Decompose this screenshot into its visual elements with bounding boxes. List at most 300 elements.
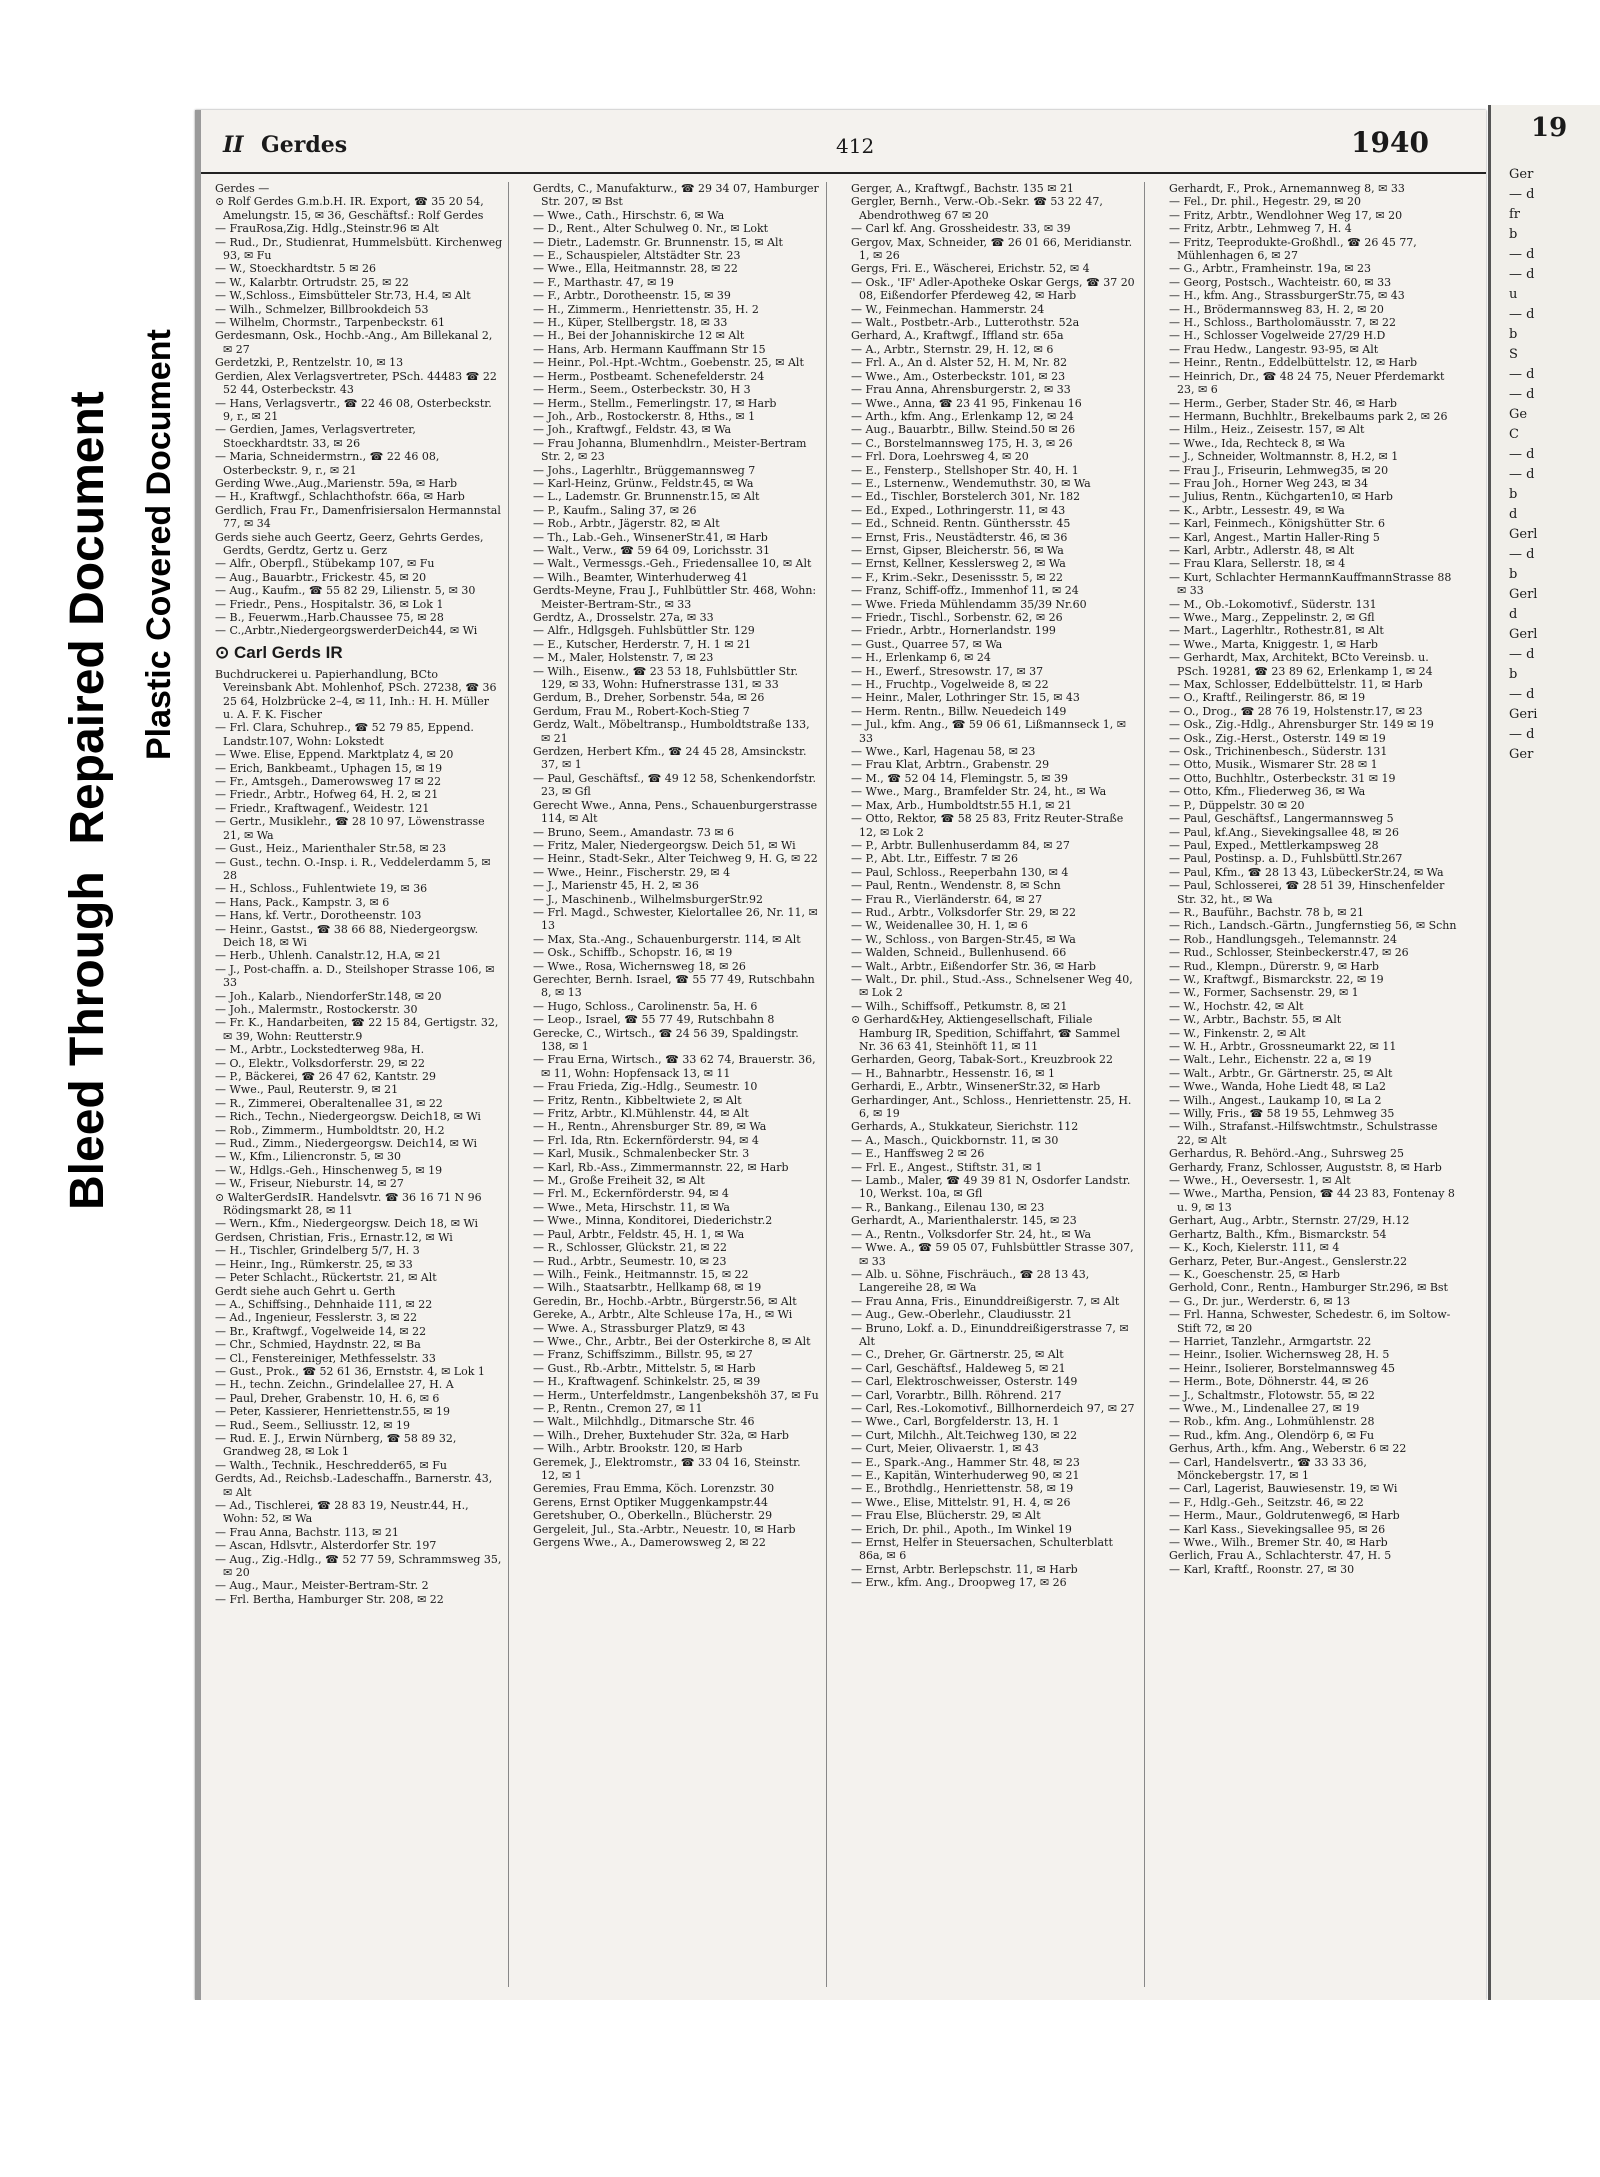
directory-entry: — Wwe., Elise, Mittelstr. 91, H. 4, ✉ 26 [851, 1495, 1071, 1509]
directory-entry: Geremies, Frau Emma, Köch. Lorenzstr. 30 [533, 1482, 775, 1496]
directory-entry: ⊙ WalterGerdsIR. Handelsvtr. ☎ 36 16 71 N 96 Rödingsmarkt 28, ✉ 11 [215, 1190, 482, 1218]
directory-entry: Gergens Wwe., A., Damerowsweg 2, ✉ 22 [533, 1536, 766, 1550]
directory-entry: — Wwe., H., Oeversestr. 1, ✉ Alt [1169, 1174, 1351, 1188]
directory-entry: Geredin, Br., Hochb.-Arbtr., Bürgerstr.56, ✉ Alt [533, 1294, 797, 1308]
directory-entry: — Wwe., Wanda, Hohe Liedt 48, ✉ La2 [1169, 1080, 1386, 1094]
directory-entry: — Karl, Angest., Martin Haller-Ring 5 [1169, 530, 1380, 544]
directory-entry: Gerhardt, F., Prok., Arnemannweg 8, ✉ 33 [1169, 182, 1405, 195]
directory-entry: — W., Former, Sachsenstr. 29, ✉ 1 [1169, 986, 1359, 1000]
adjacent-fragment: Ge [1509, 407, 1528, 422]
directory-entry: — G., Arbtr., Framheinstr. 19a, ✉ 23 [1169, 262, 1372, 276]
directory-entry: — Wwe. A., ☎ 59 05 07, Fuhlsbüttler Strasse 307, ✉ 33 [851, 1241, 1134, 1268]
directory-entry: Gergeleit, Jul., Sta.-Arbtr., Neuestr. 10, ✉ Harb [533, 1522, 796, 1536]
directory-entry: — Osk., 'IF' Adler-Apotheke Oskar Gergs, ☎ 37 20 08, Eißendorfer Pferdeweg 42, ✉ Harb [851, 275, 1135, 303]
directory-entry: — W.,Schloss., Eimsbütteler Str.73, H.4, ✉ Alt [215, 289, 471, 303]
directory-entry: — Kurt, Schlachter HermannKauffmannStrasse 88 ✉ 33 [1169, 570, 1452, 598]
directory-entry: — W., Feinmechan. Hammerstr. 24 [851, 302, 1045, 316]
directory-entry: — Gerhardt, Max, Architekt, BCto Vereinsb. u. PSch. 19281, ☎ 23 89 62, Erlenkamp 1, ✉ 24 [1169, 651, 1433, 678]
directory-entry: — Chr., Schmied, Haydnstr. 22, ✉ Ba [215, 1338, 421, 1352]
directory-entry: — Otto, Musik., Wismarer Str. 28 ✉ 1 [1169, 758, 1378, 772]
adjacent-fragment: Ger [1509, 747, 1534, 762]
header-section: II [223, 132, 244, 158]
directory-entry: — H., Kraftwgf., Schlachthofstr. 66a, ✉ Harb [215, 490, 465, 504]
directory-entry: — Cl., Fenstereiniger, Methfesselstr. 33 [215, 1351, 436, 1365]
directory-entry: — P., Düppelstr. 30 ✉ 20 [1169, 798, 1305, 812]
column-1 [209, 182, 509, 1987]
directory-entry: — Paul, kf.Ang., Sievekingsallee 48, ✉ 26 [1169, 825, 1400, 839]
directory-columns [209, 182, 1479, 1987]
directory-entry: — Wwe., Karl, Hagenau 58, ✉ 23 [851, 745, 1036, 759]
directory-entry: — Otto, Buchhltr., Osterbeckstr. 31 ✉ 19 [1169, 771, 1396, 785]
directory-entry: — Fritz, Arbtr., Kl.Mühlenstr. 44, ✉ Alt [533, 1107, 749, 1121]
directory-entry: — W., Hochstr. 42, ✉ Alt [1169, 999, 1304, 1013]
directory-entry: — Rud., Dr., Studienrat, Hummelsbütt. Kirchenweg 93, ✉ Fu [215, 235, 503, 263]
directory-entry: — Frl. Magd., Schwester, Kielortallee 26, Nr. 11, ✉ 13 [533, 905, 818, 933]
adjacent-fragment: — d [1509, 307, 1535, 322]
directory-entry: — Herm., Postbeamt. Schenefelderstr. 24 [533, 369, 765, 383]
directory-entry: — Friedr., Tischl., Sorbenstr. 62, ✉ 26 [851, 611, 1063, 624]
directory-entry: — Frau Klara, Sellerstr. 18, ✉ 4 [1169, 557, 1346, 571]
directory-entry: — Alb. u. Söhne, Fischräuch., ☎ 28 13 43, Langereihe 28, ✉ Wa [851, 1267, 1090, 1295]
directory-entry: — Wern., Kfm., Niedergeorgsw. Deich 18, ✉ Wi [215, 1217, 479, 1231]
directory-entry: — Otto, Kfm., Fliederweg 36, ✉ Wa [1169, 785, 1366, 799]
directory-entry: — Wwe., Cath., Hirschstr. 6, ✉ Wa [533, 208, 725, 222]
directory-entry: — Karl, Rb.-Ass., Zimmermannstr. 22, ✉ Harb [533, 1160, 789, 1174]
directory-entry: ⊙ Rolf Gerdes G.m.b.H. IR. Export, ☎ 35 20 54, Amelungstr. 15, ✉ 36, Geschäftsf.: Rolf Gerdes [215, 195, 484, 222]
adjacent-fragment: b [1509, 327, 1518, 342]
directory-entry: — Heinr., Isolier. Wichernsweg 28, H. 5 [1169, 1348, 1390, 1362]
directory-entry: — Wilh., Schmelzer, Billbrookdeich 53 [215, 302, 429, 316]
directory-entry: ⊙ Gerhard&Hey, Aktiengesellschaft, Filiale Hamburg IR, Spedition, Schiffahrt, ☎ Sammel Nr. 36 63 41, Steinhöft 11, ✉ 11 [851, 1013, 1121, 1053]
directory-entry: — Walt., Arbtr., Gr. Gärtnerstr. 25, ✉ Alt [1169, 1066, 1393, 1080]
directory-entry: — J., Schneider, Woltmannstr. 8, H.2, ✉ 1 [1169, 450, 1399, 464]
directory-entry: — Alfr., Hdlgsgeh. Fuhlsbüttler Str. 129 [533, 624, 755, 638]
directory-entry: — E., Schauspieler, Altstädter Str. 23 [533, 249, 741, 263]
directory-entry: — R., Schlosser, Glückstr. 21, ✉ 22 [533, 1241, 728, 1255]
directory-entry: Gerhus, Arth., kfm. Ang., Weberstr. 6 ✉ 22 [1169, 1442, 1407, 1456]
directory-entry: Gerdes — [215, 182, 270, 195]
directory-entry: — A., Arbtr., Sternstr. 29, H. 12, ✉ 6 [851, 342, 1054, 356]
directory-entry: — Ad., Ingenieur, Fesslerstr. 3, ✉ 22 [215, 1311, 418, 1325]
directory-entry: — Hans, Pack., Kampstr. 3, ✉ 6 [215, 895, 390, 909]
adjacent-fragment: Gerl [1509, 627, 1538, 642]
directory-entry: Gerdts-Meyne, Frau J., Fuhlbüttler Str. 468, Wohn: Meister-Bertram-Str., ✉ 33 [533, 584, 817, 611]
directory-entry: — Osk., Trichinenbesch., Süderstr. 131 [1169, 745, 1388, 759]
directory-entry: — F., Arbtr., Dorotheenstr. 15, ✉ 39 [533, 289, 731, 303]
directory-entry: — H., kfm. Ang., StrassburgerStr.75, ✉ 43 [1169, 289, 1405, 303]
directory-entry: — Joh., Kraftwgf., Feldstr. 43, ✉ Wa [533, 423, 732, 437]
directory-entry: — Wwe., Carl, Borgfelderstr. 13, H. 1 [851, 1415, 1060, 1429]
directory-entry: — Frl. A., An d. Alster 52, H. M, Nr. 82 [851, 356, 1068, 370]
directory-entry: Geremek, J., Elektromstr., ☎ 33 04 16, Steinstr. 12, ✉ 1 [533, 1455, 801, 1482]
directory-entry: — W., Arbtr., Bachstr. 55, ✉ Alt [1169, 1013, 1342, 1027]
directory-entry: — Gerdien, James, Verlagsvertreter, Stoeckhardtstr. 33, ✉ 26 [215, 423, 416, 450]
directory-entry: Gerdt siehe auch Gehrt u. Gerth [215, 1284, 396, 1298]
directory-entry: — Harriet, Tanzlehr., Armgartstr. 22 [1169, 1334, 1372, 1348]
directory-entry: — W., Finkenstr. 2, ✉ Alt [1169, 1026, 1306, 1040]
directory-entry: — H., Tischler, Grindelberg 5/7, H. 3 [215, 1244, 420, 1258]
directory-entry: Gerger, A., Kraftwgf., Bachstr. 135 ✉ 21 [851, 182, 1074, 195]
directory-entry: — Heinr., Maler, Lothringer Str. 15, ✉ 43 [851, 691, 1080, 705]
directory-entry: Gerdzen, Herbert Kfm., ☎ 24 45 28, Amsinckstr. 37, ✉ 1 [533, 745, 807, 772]
directory-entry: ⊙ Carl Gerds IR [215, 642, 343, 662]
directory-entry: — Ascan, Hdlsvtr., Alsterdorfer Str. 197 [215, 1539, 437, 1553]
directory-entry: — Fel., Dr. phil., Hegestr. 29, ✉ 20 [1169, 195, 1362, 209]
directory-entry: — Ernst, Gipser, Bleicherstr. 56, ✉ Wa [851, 543, 1064, 557]
directory-entry: — Fr. K., Handarbeiten, ☎ 22 15 84, Gertigstr. 32, ✉ 39, Wohn: Reutterstr.9 [215, 1016, 499, 1043]
directory-entry: — Rob., kfm. Ang., Lohmühlenstr. 28 [1169, 1415, 1375, 1429]
directory-entry: Gergov, Max, Schneider, ☎ 26 01 66, Meridianstr. 1, ✉ 26 [851, 235, 1133, 263]
directory-entry: — Max, Schlosser, Eddelbüttelstr. 11, ✉ Harb [1169, 678, 1423, 692]
directory-entry: — Wilh., Feink., Heitmannstr. 15, ✉ 22 [533, 1267, 749, 1281]
directory-entry: — Wwe., Ella, Heitmannstr. 28, ✉ 22 [533, 262, 738, 276]
directory-entry: — H., techn. Zeichn., Grindelallee 27, H. A [215, 1378, 454, 1392]
directory-entry: — Frau Erna, Wirtsch., ☎ 33 62 74, Brauerstr. 36, ✉ 11, Wohn: Hopfensack 13, ✉ 11 [533, 1053, 816, 1080]
directory-entry: — K., Goeschenstr. 25, ✉ Harb [1169, 1267, 1340, 1281]
annotation-repaired-label: Repaired Document [61, 391, 114, 845]
directory-entry: — Gust., techn. O.-Insp. i. R., Veddelerdamm 5, ✉ 28 [215, 855, 491, 882]
directory-entry: — Ad., Tischlerei, ☎ 28 83 19, Neustr.44, H., Wohn: 52, ✉ Wa [215, 1499, 469, 1526]
directory-entry: — F., Hdlg.-Geh., Seitzstr. 46, ✉ 22 [1169, 1495, 1364, 1509]
directory-entry: — Paul, Dreher, Grabenstr. 10, H. 6, ✉ 6 [215, 1391, 440, 1405]
directory-entry: — L., Lademstr. Gr. Brunnenstr.15, ✉ Alt [533, 490, 760, 504]
directory-entry: — Leop., Israel, ☎ 55 77 49, Rutschbahn 8 [533, 1013, 775, 1027]
column-4 [1163, 182, 1463, 1987]
annotation-bleed-through [60, 391, 115, 1210]
directory-entry: — Ed., Tischler, Borstelerch 301, Nr. 182 [851, 490, 1081, 504]
adjacent-fragment: Geri [1509, 707, 1538, 722]
header-year: 1940 [1351, 126, 1429, 159]
adjacent-page-edge [1488, 105, 1600, 2000]
adjacent-fragment: — d [1509, 727, 1535, 742]
directory-entry: — Fritz, Arbtr., Wendlohner Weg 17, ✉ 20 [1169, 208, 1403, 222]
directory-entry: — Walt., Dr. phil., Stud.-Ass., Schnelsener Weg 40, ✉ Lok 2 [851, 972, 1133, 1000]
directory-page [195, 110, 1486, 2000]
directory-entry: — Karl, Feinmech., Königshütter Str. 6 [1169, 517, 1385, 531]
directory-entry: Gerhardi, E., Arbtr., WinsenerStr.32, ✉ Harb [851, 1080, 1101, 1094]
directory-entry: — Karl, Arbtr., Adlerstr. 48, ✉ Alt [1169, 543, 1355, 557]
directory-entry: — D., Rent., Alter Schulweg 0. Nr., ✉ Lokt [533, 222, 769, 236]
adjacent-page-fragments [1509, 165, 1537, 765]
directory-entry: — Rob., Handlungsgeh., Telemannstr. 24 [1169, 932, 1397, 946]
directory-entry: — Rud., Klempn., Dürerstr. 9, ✉ Harb [1169, 959, 1379, 973]
directory-entry: — Frau Anna, Ahrensburgerstr. 2, ✉ 33 [851, 383, 1071, 397]
directory-entry: — Wwe., Paul, Reuterstr. 9, ✉ 21 [215, 1083, 399, 1097]
scan-background-bottom [0, 2000, 1600, 2177]
directory-entry: Gerdlich, Frau Fr., Damenfrisiersalon Hermannstal 77, ✉ 34 [215, 503, 501, 531]
adjacent-fragment: d [1509, 607, 1518, 622]
directory-entry: — Carl, Vorarbtr., Billh. Röhrend. 217 [851, 1388, 1062, 1402]
directory-entry: — Wwe., Heinr., Fischerstr. 29, ✉ 4 [533, 865, 731, 879]
directory-entry: — Rob., Arbtr., Jägerstr. 82, ✉ Alt [533, 517, 720, 531]
directory-entry: — Ed., Schneid. Rentn. Günthersstr. 45 [851, 517, 1071, 531]
directory-entry: — W., Schloss., von Bargen-Str.45, ✉ Wa [851, 932, 1076, 946]
directory-entry: — Aug., Gew.-Oberlehr., Claudiusstr. 21 [851, 1308, 1073, 1322]
directory-entry: — K., Koch, Kielerstr. 111, ✉ 4 [1169, 1241, 1340, 1255]
directory-entry: — Hans, kf. Vertr., Dorotheenstr. 103 [215, 909, 422, 923]
directory-entry: — P., Kaufm., Saling 37, ✉ 26 [533, 503, 697, 517]
directory-entry: — P., Abt. Ltr., Eiffestr. 7 ✉ 26 [851, 852, 1019, 866]
directory-entry: — Otto, Rektor, ☎ 58 25 83, Fritz Reuter-Straße 12, ✉ Lok 2 [851, 812, 1124, 839]
directory-entry: — Wwe., Martha, Pension, ☎ 44 23 83, Fontenay 8 u. 9, ✉ 13 [1169, 1187, 1455, 1214]
directory-entry: — Gust., Rb.-Arbtr., Mittelstr. 5, ✉ Harb [533, 1361, 756, 1375]
directory-entry: — Aug., Zig.-Hdlg., ☎ 52 77 59, Schrammsweg 35, ✉ 20 [215, 1552, 502, 1580]
adjacent-fragment: C [1509, 427, 1519, 442]
directory-entry: — Joh., Kalarb., NiendorferStr.148, ✉ 20 [215, 989, 442, 1003]
directory-entry: — O., Drog., ☎ 28 76 19, Holstenstr.17, ✉ 23 [1169, 704, 1423, 718]
directory-entry: — Rud., Seem., Selliusstr. 12, ✉ 19 [215, 1418, 411, 1432]
directory-entry: — Rud., Arbtr., Volksdorfer Str. 29, ✉ 22 [851, 905, 1076, 919]
directory-entry: Gerhard, A., Kraftwgf., Iffland str. 65a [851, 329, 1064, 343]
directory-entry: — Bruno, Seem., Amandastr. 73 ✉ 6 [533, 825, 735, 839]
directory-entry: — Wwe., Rosa, Wichernsweg 18, ✉ 26 [533, 959, 746, 973]
directory-entry: — Walt., Milchhdlg., Ditmarsche Str. 46 [533, 1415, 755, 1429]
directory-entry: Gerdetzki, P., Rentzelstr. 10, ✉ 13 [215, 356, 404, 370]
directory-entry: — Friedr., Arbtr., Hornerlandstr. 199 [851, 624, 1056, 638]
directory-entry: Gerdesmann, Osk., Hochb.-Ang., Am Billekanal 2, ✉ 27 [215, 329, 493, 356]
directory-entry: — Wwe. Frieda Mühlendamm 35/39 Nr.60 [851, 597, 1087, 611]
directory-entry: — H., Bahnarbtr., Hessenstr. 16, ✉ 1 [851, 1066, 1056, 1080]
directory-entry: — Carl, Res.-Lokomotivf., Billhornerdeich 97, ✉ 27 [851, 1401, 1135, 1415]
directory-entry: — Joh., Arb., Rostockerstr. 8, Hths., ✉ 1 [533, 409, 756, 423]
directory-entry: — Paul, Geschäftsf., ☎ 49 12 58, Schenkendorfstr. 23, ✉ Gfl [533, 771, 817, 799]
directory-entry: — J., Schaltmstr., Flotowstr. 55, ✉ 22 [1169, 1388, 1375, 1402]
directory-entry: — Heinr., Isolierer, Borstelmannsweg 45 [1169, 1361, 1396, 1375]
directory-entry: Gerdz, Walt., Möbeltransp., Humboldtstraße 133, ✉ 21 [533, 718, 810, 745]
directory-entry: — W., Weidenallee 30, H. 1, ✉ 6 [851, 919, 1028, 933]
directory-entry: — Wilh., Angest., Laukamp 10, ✉ La 2 [1169, 1093, 1382, 1107]
directory-entry: Gerdsen, Christian, Fris., Ernastr.12, ✉ Wi [215, 1230, 453, 1244]
adjacent-fragment: — d [1509, 267, 1535, 282]
directory-entry: Gerlich, Frau A., Schlachterstr. 47, H. 5 [1169, 1549, 1392, 1563]
directory-entry: — O., Kraftf., Reilingerstr. 86, ✉ 19 [1169, 691, 1366, 705]
directory-entry: — Rich., Techn., Niedergeorgsw. Deich18, ✉ Wi [215, 1110, 481, 1124]
directory-entry: — Aug., Kaufm., ☎ 55 82 29, Lilienstr. 5, ✉ 30 [215, 584, 476, 598]
directory-entry: Gergs, Fri. E., Wäscherei, Erichstr. 52, ✉ 4 [851, 262, 1090, 276]
directory-entry: — Walth., Technik., Heschredder65, ✉ Fu [215, 1458, 447, 1472]
directory-entry: — H., Brödermannsweg 83, H. 2, ✉ 20 [1169, 302, 1384, 316]
directory-entry: — H., Erlenkamp 6, ✉ 24 [851, 651, 991, 665]
directory-entry: — Dietr., Lademstr. Gr. Brunnenstr. 15, ✉ Alt [533, 235, 783, 249]
directory-entry: — P., Arbtr. Bullenhuserdamm 84, ✉ 27 [851, 838, 1070, 852]
directory-entry: Gerens, Ernst Optiker Muggenkampstr.44 [533, 1495, 768, 1509]
directory-entry: Gerhardinger, Ant., Schloss., Henriettenstr. 25, H. 6, ✉ 19 [851, 1093, 1132, 1121]
directory-entry: — Gertr., Musiklehr., ☎ 28 10 97, Löwenstrasse 21, ✉ Wa [215, 815, 485, 842]
directory-entry: — Karl Kass., Sievekingsallee 95, ✉ 26 [1169, 1522, 1386, 1536]
adjacent-fragment: fr [1509, 207, 1521, 222]
directory-entry: — Karl, Musik., Schmalenbecker Str. 3 [533, 1147, 750, 1161]
directory-entry: — Frau Joh., Horner Weg 243, ✉ 34 [1169, 476, 1369, 490]
directory-entry: — Friedr., Kraftwagenf., Weidestr. 121 [215, 801, 430, 815]
directory-entry: — Karl, Kraftf., Roonstr. 27, ✉ 30 [1169, 1562, 1355, 1576]
adjacent-fragment: b [1509, 667, 1518, 682]
directory-entry: — Wilh., Schiffsoff., Petkumstr. 8, ✉ 21 [851, 999, 1068, 1013]
directory-entry: — Wwe., Chr., Arbtr., Bei der Osterkirche 8, ✉ Alt [533, 1334, 811, 1348]
directory-entry: — Franz, Schiff-offz., Immenhof 11, ✉ 24 [851, 584, 1079, 598]
annotation-bleed-label: Bleed Through [61, 871, 114, 1210]
directory-entry: — A., Masch., Quickbornstr. 11, ✉ 30 [851, 1133, 1059, 1147]
directory-entry: — Osk., Zig.-Hdlg., Ahrensburger Str. 149 ✉ 19 [1169, 718, 1434, 732]
directory-entry: Gerdtz, A., Drosselstr. 27a, ✉ 33 [533, 611, 714, 624]
adjacent-fragment: d [1509, 507, 1518, 522]
directory-entry: — Wwe. A., Strassburger Platz9, ✉ 43 [533, 1321, 746, 1335]
directory-entry: — Rud., Arbtr., Seumestr. 10, ✉ 23 [533, 1254, 727, 1268]
directory-entry: — Wilh., Dreher, Buxtehuder Str. 32a, ✉ Harb [533, 1428, 789, 1442]
directory-entry: Gerhart, Aug., Arbtr., Sternstr. 27/29, H.12 [1169, 1214, 1410, 1228]
directory-entry: — Fritz, Arbtr., Lehmweg 7, H. 4 [1169, 222, 1352, 236]
directory-entry: — B., Feuerwm.,Harb.Chaussee 75, ✉ 28 [215, 611, 444, 624]
directory-entry: — Peter, Kassierer, Henriettenstr.55, ✉ 19 [215, 1405, 451, 1419]
directory-entry: — Frl. Hanna, Schwester, Schedestr. 6, im Soltow-Stift 72, ✉ 20 [1169, 1308, 1451, 1335]
directory-entry: — M., Maler, Holstenstr. 7, ✉ 23 [533, 651, 714, 665]
directory-entry: — Hugo, Schloss., Carolinenstr. 5a, H. 6 [533, 999, 758, 1013]
directory-entry: — M., Arbtr., Lockstedterweg 98a, H. [215, 1043, 425, 1057]
directory-entry: Gerds siehe auch Geertz, Geerz, Gehrts Gerdes, Gerdts, Gerdtz, Gertz u. Gerz [215, 530, 484, 557]
directory-entry: — Erich, Dr. phil., Apoth., Im Winkel 19 [851, 1522, 1072, 1536]
directory-entry: — Arth., kfm. Ang., Erlenkamp 12, ✉ 24 [851, 409, 1074, 423]
directory-entry: — Frau J., Friseurin, Lehmweg35, ✉ 20 [1169, 463, 1389, 477]
directory-entry: — Wwe., M., Lindenallee 27, ✉ 19 [1169, 1401, 1360, 1415]
directory-entry: — Hermann, Buchhltr., Brekelbaums park 2, ✉ 26 [1169, 409, 1448, 423]
adjacent-fragment: — d [1509, 547, 1535, 562]
directory-entry: — Lamb., Maler, ☎ 49 39 81 N, Osdorfer Landstr. 10, Werkst. 10a, ✉ Gfl [851, 1174, 1131, 1201]
directory-entry: — Fr., Amtsgeh., Damerowsweg 17 ✉ 22 [215, 775, 442, 789]
directory-entry: — C.,Arbtr.,NiedergeorgswerderDeich44, ✉ Wi [215, 624, 478, 638]
directory-entry: Gerdum, B., Dreher, Sorbenstr. 54a, ✉ 26 [533, 691, 765, 705]
directory-entry: — Rud., Zimm., Niedergeorgsw. Deich14, ✉ Wi [215, 1137, 478, 1151]
directory-entry: — Aug., Maur., Meister-Bertram-Str. 2 [215, 1579, 429, 1593]
directory-entry: — Wwe., Marg., Bramfelder Str. 24, ht., ✉ Wa [851, 785, 1107, 799]
directory-entry: — Hilm., Heiz., Zeisestr. 157, ✉ Alt [1169, 423, 1365, 437]
directory-entry: — Ernst, Arbtr. Berlepschstr. 11, ✉ Harb [851, 1562, 1078, 1576]
directory-entry: — FrauRosa,Zig. Hdlg.,Steinstr.96 ✉ Alt [215, 222, 439, 236]
directory-entry: — Willy, Fris., ☎ 58 19 55, Lehmweg 35 [1169, 1107, 1395, 1121]
directory-entry: — G., Dr. jur., Werderstr. 6, ✉ 13 [1169, 1294, 1351, 1308]
directory-entry: — Frau Anna, Fris., Einunddreißigerstr. 7, ✉ Alt [851, 1294, 1120, 1308]
directory-entry: — Paul, Rentn., Wendenstr. 8, ✉ Schn [851, 879, 1061, 893]
directory-entry: — R., Bankang., Eilenau 130, ✉ 23 [851, 1200, 1045, 1214]
adjacent-fragment: — d [1509, 247, 1535, 262]
directory-entry: — Frau R., Vierländerstr. 64, ✉ 27 [851, 892, 1043, 906]
directory-entry: — A., Schiffsing., Dehnhaide 111, ✉ 22 [215, 1297, 433, 1311]
directory-entry: — Carl kf. Ang. Grossheidestr. 33, ✉ 39 [851, 222, 1071, 236]
directory-entry: — Mart., Lagerhltr., Rothestr.81, ✉ Alt [1169, 624, 1384, 638]
adjacent-fragment: — d [1509, 187, 1535, 202]
directory-entry: — Herb., Uhlenh. Canalstr.12, H.A, ✉ 21 [215, 949, 442, 963]
directory-entry: — Wilh., Eisenw., ☎ 23 53 18, Fuhlsbüttler Str. 129, ✉ 33, Wohn: Hufnerstrasse 131, ✉ 33 [533, 664, 798, 692]
directory-entry: — Franz, Schiffszimm., Billstr. 95, ✉ 27 [533, 1348, 753, 1362]
directory-entry: — Curt, Milchh., Alt.Teichweg 130, ✉ 22 [851, 1428, 1078, 1442]
adjacent-fragment: S [1509, 347, 1518, 362]
directory-entry: — Heinr., Rentn., Eddelbüttelstr. 12, ✉ Harb [1169, 356, 1418, 370]
directory-entry: — Wilh., Strafanst.-Hilfswchtmstr., Schulstrasse 22, ✉ Alt [1169, 1120, 1438, 1147]
directory-entry: Gerdts, Ad., Reichsb.-Ladeschaffn., Barnerstr. 43, ✉ Alt [215, 1472, 493, 1499]
directory-entry: — Frl. Clara, Schuhrep., ☎ 52 79 85, Eppend. Landstr.107, Wohn: Lokstedt [215, 721, 474, 748]
directory-entry: — Paul, Arbtr., Feldstr. 45, H. 1, ✉ Wa [533, 1227, 745, 1241]
directory-entry: — A., Rentn., Volksdorfer Str. 24, ht., ✉ Wa [851, 1227, 1092, 1241]
directory-entry: — Herm., Bote, Döhnerstr. 44, ✉ 26 [1169, 1375, 1369, 1389]
directory-entry: — H., Fruchtp., Vogelweide 8, ✉ 22 [851, 678, 1049, 692]
directory-entry: — Max, Arb., Humboldtstr.55 H.1, ✉ 21 [851, 798, 1072, 812]
directory-entry: — Walt., Vermessgs.-Geh., Friedensallee 10, ✉ Alt [533, 557, 812, 571]
directory-entry: — Joh., Malermstr., Rostockerstr. 30 [215, 1002, 418, 1016]
directory-entry: — Walden, Schneid., Bullenhusend. 66 [851, 946, 1067, 960]
directory-entry: — Wwe., Minna, Konditorei, Diederichstr.2 [533, 1214, 773, 1228]
adjacent-fragment: b [1509, 487, 1518, 502]
directory-entry: — H., Schlosser Vogelweide 27/29 H.D [1169, 329, 1386, 343]
directory-entry: — Heinr., Stadt-Sekr., Alter Teichweg 9, H. G, ✉ 22 [533, 852, 818, 866]
adjacent-fragment: — d [1509, 687, 1535, 702]
directory-entry: — O., Elektr., Volksdorferstr. 29, ✉ 22 [215, 1056, 425, 1070]
directory-entry: — F., Krim.-Sekr., Desenissstr. 5, ✉ 22 [851, 570, 1063, 584]
directory-entry: — Br., Kraftwgf., Vogelweide 14, ✉ 22 [215, 1324, 427, 1338]
adjacent-fragment: b [1509, 227, 1518, 242]
directory-entry: — Frau Klat, Arbtrn., Grabenstr. 29 [851, 758, 1050, 772]
directory-entry: — Hans, Verlagsvertr., ☎ 22 46 08, Osterbeckstr. 9, r., ✉ 21 [215, 396, 492, 423]
directory-entry: — W., Kfm., Liliencronstr. 5, ✉ 30 [215, 1150, 401, 1164]
directory-entry: — H., Bei der Johanniskirche 12 ✉ Alt [533, 329, 745, 343]
directory-entry: — P., Bäckerei, ☎ 26 47 62, Kantstr. 29 [215, 1070, 436, 1083]
directory-entry: — Wwe., Anna, ☎ 23 41 95, Finkenau 16 [851, 396, 1082, 410]
directory-entry: — Paul, Schlosserei, ☎ 28 51 39, Hinschenfelder Str. 32, ht., ✉ Wa [1169, 879, 1445, 906]
directory-entry: — P., Rentn., Cremon 27, ✉ 11 [533, 1401, 703, 1415]
directory-entry: — W., Stoeckhardtstr. 5 ✉ 26 [215, 262, 376, 276]
directory-entry: — Frau Hedw., Langestr. 93-95, ✉ Alt [1169, 342, 1379, 356]
directory-entry: Gerding Wwe.,Aug.,Marienstr. 59a, ✉ Harb [215, 476, 458, 490]
directory-entry: Gerdum, Frau M., Robert-Koch-Stieg 7 [533, 704, 750, 718]
directory-entry: Gerhards, A., Stukkateur, Sierichstr. 112 [851, 1120, 1079, 1134]
directory-entry: — Friedr., Arbtr., Hofweg 64, H. 2, ✉ 21 [215, 788, 439, 802]
directory-entry: — Frl. Bertha, Hamburger Str. 208, ✉ 22 [215, 1592, 444, 1606]
directory-entry: — F., Marthastr. 47, ✉ 19 [533, 275, 674, 289]
header-page-number: 412 [836, 134, 875, 158]
directory-entry: — E., Fensterp., Stellshoper Str. 40, H. 1 [851, 463, 1079, 477]
directory-entry: — H., Schloss., Fuhlentwiete 19, ✉ 36 [215, 882, 428, 896]
directory-entry: Gerhardus, R. Behörd.-Ang., Suhrsweg 25 [1169, 1147, 1404, 1161]
directory-entry: — Frau Frieda, Zig.-Hdlg., Seumestr. 10 [533, 1080, 758, 1094]
adjacent-fragment: u [1509, 287, 1518, 302]
directory-entry: — Johs., Lagerhltr., Brüggemannsweg 7 [533, 463, 756, 477]
directory-entry: Gerharz, Peter, Bur.-Angest., Genslerstr.22 [1169, 1254, 1408, 1268]
directory-entry: — H., Kraftwagenf. Schinkelstr. 25, ✉ 39 [533, 1375, 761, 1389]
directory-entry: — W. H., Arbtr., Grossneumarkt 22, ✉ 11 [1169, 1040, 1397, 1053]
directory-entry: — Wwe., Am., Osterbeckstr. 101, ✉ 23 [851, 369, 1066, 383]
directory-entry: — Wwe., Meta, Hirschstr. 11, ✉ Wa [533, 1200, 730, 1214]
directory-entry: — Heinrich, Dr., ☎ 48 24 75, Neuer Pferdemarkt 23, ✉ 6 [1169, 369, 1445, 397]
directory-entry: — Walt., Verw., ☎ 59 64 09, Lorichsstr. 31 [533, 543, 771, 557]
directory-entry: — Gust., Heiz., Marienthaler Str.58, ✉ 23 [215, 842, 447, 856]
directory-entry: — Frau Anna, Bachstr. 113, ✉ 21 [215, 1525, 399, 1539]
directory-entry: — E., Kapitän, Winterhuderweg 90, ✉ 21 [851, 1469, 1080, 1482]
annotation-plastic-covered: Plastic Covered Document [140, 329, 178, 760]
directory-entry: — Fritz, Maler, Niedergeorgsw. Deich 51, ✉ Wi [533, 838, 796, 852]
adjacent-fragment: — d [1509, 387, 1535, 402]
adjacent-fragment: — d [1509, 647, 1535, 662]
column-3 [845, 182, 1145, 1987]
directory-entry: — Wwe., Marta, Kniggestr. 1, ✉ Harb [1169, 637, 1378, 651]
directory-entry: Gerhold, Conr., Rentn., Hamburger Str.296, ✉ Bst [1169, 1281, 1448, 1295]
directory-entry: — Karl-Heinz, Grünw., Feldstr.45, ✉ Wa [533, 476, 754, 490]
directory-entry: — W., Hdlgs.-Geh., Hinschenweg 5, ✉ 19 [215, 1163, 443, 1177]
directory-entry: — H., Schloss., Bartholomäusstr. 7, ✉ 22 [1169, 316, 1396, 330]
directory-entry: — Osk., Schiffb., Schopstr. 16, ✉ 19 [533, 946, 733, 960]
directory-entry: — Hans, Arb. Hermann Kauffmann Str 15 [533, 342, 766, 356]
column-2 [527, 182, 827, 1987]
directory-entry: — Erich, Bankbeamt., Uphagen 15, ✉ 19 [215, 761, 443, 775]
directory-entry: — Peter Schlacht., Rückertstr. 21, ✉ Alt [215, 1271, 437, 1285]
directory-entry: — Paul, Exped., Mettlerkampsweg 28 [1169, 838, 1379, 852]
directory-entry: — Georg, Postsch., Wachteistr. 60, ✉ 33 [1169, 275, 1392, 289]
